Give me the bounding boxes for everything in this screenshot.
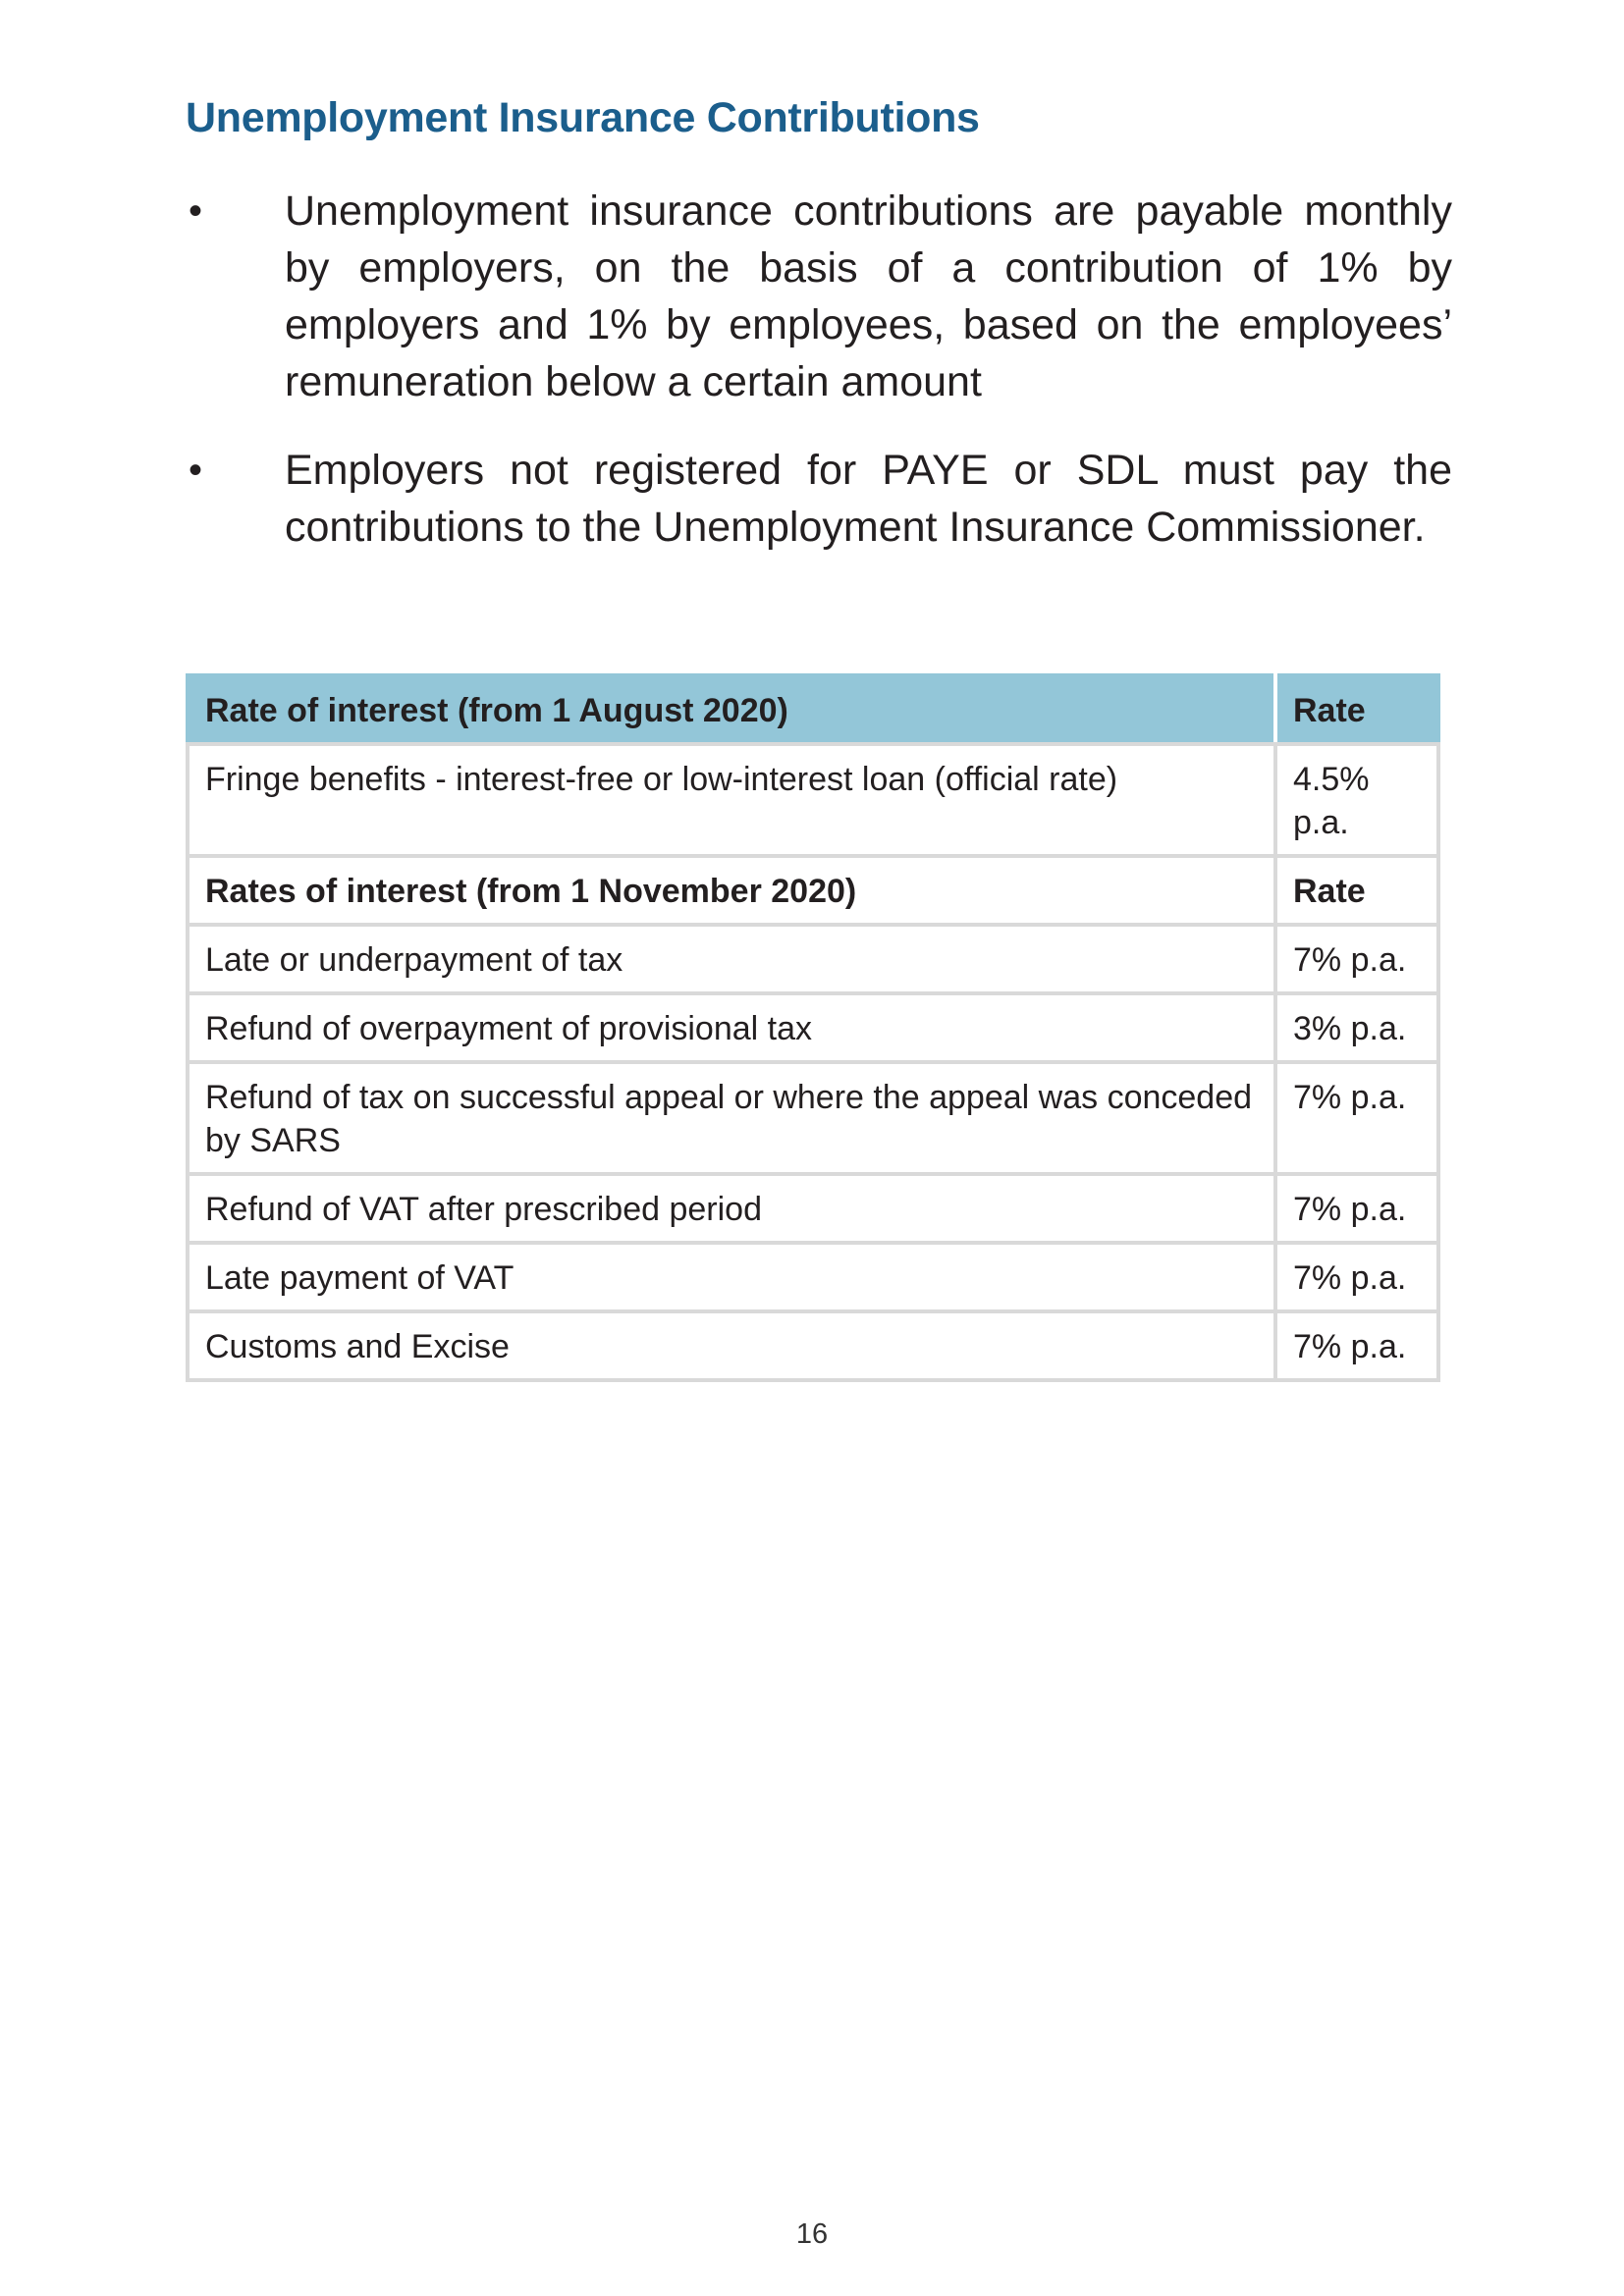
table-row [188, 744, 1438, 856]
row-description: Customs and Excise [188, 1311, 1275, 1380]
table-row [188, 1174, 1438, 1243]
section-header-rate: Rate [1275, 856, 1438, 925]
table-row [188, 1062, 1438, 1174]
table-row [188, 1243, 1438, 1311]
bullet-dot-icon: • [189, 449, 203, 492]
row-rate: 4.5% p.a. [1275, 744, 1438, 856]
header-rate: Rate [1275, 675, 1438, 744]
row-rate: 7% p.a. [1275, 1174, 1438, 1243]
row-description: Refund of VAT after prescribed period [188, 1174, 1275, 1243]
row-description: Refund of tax on successful appeal or where the appeal was conceded by SARS [188, 1062, 1275, 1174]
table-row [188, 925, 1438, 993]
row-rate: 7% p.a. [1275, 925, 1438, 993]
bullet-text: Employers not registered for PAYE or SDL must pay the contributions to the Unemployment Insurance Commissioner. [285, 447, 1452, 551]
bullet-list [186, 183, 1452, 587]
table-row [188, 1311, 1438, 1380]
row-description: Fringe benefits - interest-free or low-interest loan (official rate) [188, 744, 1275, 856]
row-rate: 7% p.a. [1275, 1311, 1438, 1380]
table-section-header-row [188, 856, 1438, 925]
row-description: Refund of overpayment of provisional tax [188, 993, 1275, 1062]
row-description: Late payment of VAT [188, 1243, 1275, 1311]
table-header-row [188, 675, 1438, 744]
row-rate: 7% p.a. [1275, 1062, 1438, 1174]
row-rate: 7% p.a. [1275, 1243, 1438, 1311]
row-rate: 3% p.a. [1275, 993, 1438, 1062]
row-description: Late or underpayment of tax [188, 925, 1275, 993]
section-heading: Unemployment Insurance Contributions [186, 94, 980, 141]
interest-rates-table [186, 673, 1440, 1382]
section-header-description: Rates of interest (from 1 November 2020) [188, 856, 1275, 925]
table-row [188, 993, 1438, 1062]
header-description: Rate of interest (from 1 August 2020) [188, 675, 1275, 744]
bullet-item [186, 183, 1452, 410]
page-number: 16 [795, 2218, 829, 2250]
bullet-text: Unemployment insurance contributions are payable monthly by employers, on the basis of a contribution of 1% by employers and 1% by employees, based on the employees’ remuneration below a certain amount [285, 187, 1452, 405]
bullet-item [186, 442, 1452, 556]
bullet-dot-icon: • [189, 189, 203, 233]
